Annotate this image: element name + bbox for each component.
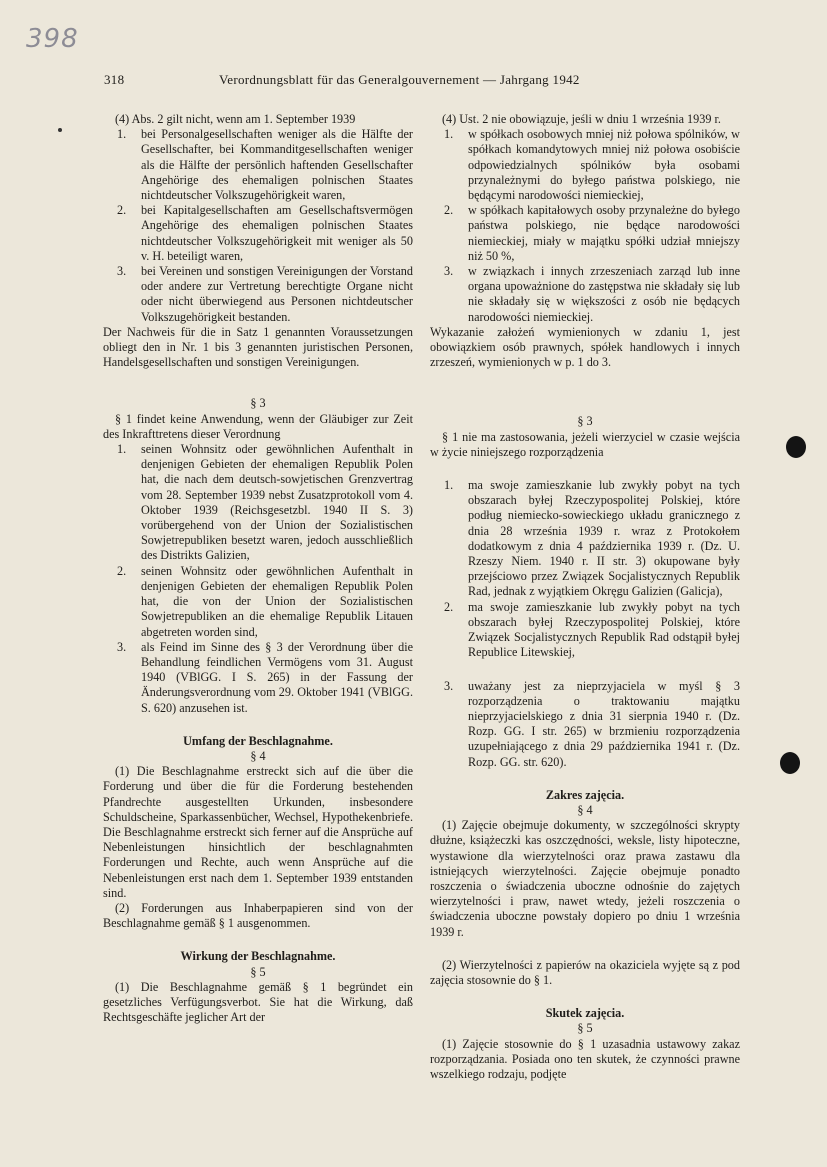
page-number: 318 — [104, 72, 125, 87]
list-item — [103, 442, 413, 564]
section-4-paragraph-1: (1) Zajęcie obejmuje dokumenty, w szczególności skrypty dłużne, książeczki kas oszczędności, weksle, listy hipoteczne, wystawione dla wierzytelności oraz prawa zastawu dla istniejących wierzytelności. Zajęcie obejmuje ponadto roszczenia o świadczenia uboczne odnośnie do zajętych wierzytelności i praw, nawet wtedy, jeżeli roszczenia o świadczenia uboczne powstały dopiero po dniu 1 września 1939 r. — [430, 818, 740, 939]
list-item-number: 1. — [117, 442, 127, 457]
ink-speck — [58, 128, 62, 132]
paragraph-4-intro: (4) Abs. 2 gilt nicht, wenn am 1. September 1939 — [115, 112, 356, 126]
list-item — [430, 127, 740, 203]
list-item-number: 3. — [117, 639, 127, 654]
list-item-number: 3. — [117, 264, 127, 279]
section-4-paragraph-1: (1) Die Beschlagnahme erstreckt sich auf die über die Forderung und über die für die Forderung bestehenden Pfandrechte ausgestellten Urkunden, insbesondere Schuldscheine, Sparkassenbücher, Wechsel, Hypothekenbriefe. Die Beschlagnahme erstreckt sich ferner auf die Ansprüche auf Nebenleistungen hinsichtlich der beschlagnahmten Forderungen und Rechte, auch wenn Ansprüche auf die Nebenleistungen erst nach dem 1. September 1939 entstanden sind. — [103, 764, 413, 900]
list-item — [103, 127, 413, 203]
list-item-text: w spółkach osobowych mniej niż połowa spólników, w spółkach komandytowych mniej niż połowa osobiście odpowiedzialnych spólników była osobami przynależnymi do byłego państwa polskiego, nie będącymi narodowości niemieckiej, — [468, 127, 740, 203]
section-5-heading: § 5 — [577, 1021, 593, 1036]
list-item-text: w związkach i innych zrzeszeniach zarząd lub inne organa upoważnione do zastępstwa nie składały się lub nie składały się w większości z osób nie będących narodowości niemieckiej. — [468, 264, 740, 324]
list-item-text: als Feind im Sinne des § 3 der Verordnung über die Behandlung feindlichen Vermögens vom 31. August 1940 (VBlGG. I S. 265) in der Fassung der Änderungsverordnung vom 29. Oktober 1941 (VBlGG. S. 620) anzusehen ist. — [141, 639, 413, 715]
paragraph-4-closing: Der Nachweis für die in Satz 1 genannten Voraussetzungen obliegt den in Nr. 1 bis 3 genannten juristischen Personen, Handelsgesellschaften und sonstigen Vereinigungen. — [103, 324, 413, 370]
list-item-text: seinen Wohnsitz oder gewöhnlichen Aufenthalt in denjenigen Gebieten der ehemaligen Republik Polen hat, die nach dem deutsch-sowjetischen Grenzvertrag vom 28. September 1939 nebst Zusatzprotokoll vom 4. Oktober 1939 (Reichsgesetzbl. 1940 II S. 3) vorübergehend von der Union der Sozialistischen Sowjetrepubliken besetzt waren, jedoch ausschließlich des Distrikts Galizien, — [141, 442, 413, 563]
section-5-title: Skutek zajęcia. — [545, 1006, 625, 1021]
list-item-number: 2. — [444, 203, 454, 218]
handwritten-page-note: 398 — [26, 24, 79, 54]
list-item-number: 1. — [444, 127, 454, 142]
section-3-intro: § 1 nie ma zastosowania, jeżeli wierzyciel w czasie wejścia w życie niniejszego rozporządzenia — [430, 429, 740, 459]
list-item — [430, 600, 740, 661]
list-item-text: bei Vereinen und sonstigen Vereinigungen der Vorstand oder andere zur Vertretung berechtigte Organe nicht oder nicht überwiegend aus Personen nichtdeutscher Volkszugehörigkeit bestanden. — [141, 264, 413, 324]
punch-hole-mark — [786, 436, 806, 458]
list-item-number: 1. — [444, 478, 454, 493]
section-4-title: Umfang der Beschlagnahme. — [183, 733, 333, 748]
list-item-number: 3. — [444, 264, 454, 279]
section-4-paragraph-2: (2) Wierzytelności z papierów na okaziciela wyjęte są z pod zajęcia stosownie do § 1. — [430, 957, 740, 987]
list-item-number: 2. — [117, 203, 127, 218]
section-3-heading: § 3 — [577, 414, 593, 429]
list-item-number: 1. — [117, 127, 127, 142]
section-4-heading: § 4 — [577, 802, 593, 817]
list-item — [430, 264, 740, 325]
polish-column — [430, 112, 740, 1082]
publication-title: Verordnungsblatt für das Generalgouvernement — Jahrgang 1942 — [219, 72, 580, 87]
list-item-text: w spółkach kapitałowych osoby przynależne do byłego państwa polskiego, nie będące narodowości niemieckiej, miały w majątku spółki udział mniejszy niż 50 %, — [468, 203, 740, 263]
section-3-heading: § 3 — [250, 396, 266, 411]
section-5-paragraph-1: (1) Die Beschlagnahme gemäß § 1 begründet ein gesetzliches Verfügungsverbot. Sie hat die Wirkung, daß Rechtsgeschäfte jeglicher Art der — [103, 979, 413, 1025]
german-column — [103, 112, 413, 1025]
list-item — [103, 564, 413, 640]
list-item — [103, 640, 413, 716]
punch-hole-mark — [780, 752, 800, 774]
section-5-paragraph-1: (1) Zajęcie stosownie do § 1 uzasadnia ustawowy zakaz rozporządzania. Posiada ono ten skutek, że czynności prawne wszelkiego rodzaju, podjęte — [430, 1036, 740, 1081]
list-item — [103, 203, 413, 264]
paragraph-4-closing: Wykazanie założeń wymienionych w zdaniu 1, jest obowiązkiem osób prawnych, spółek handlowych i innych zrzeszeń, wymienionych w p. 1 do 3. — [430, 324, 740, 370]
section-4-title: Zakres zajęcia. — [545, 787, 625, 802]
list-item-text: bei Personalgesellschaften weniger als die Hälfte der Gesellschafter, bei Kommanditgesellschaften weniger als die Hälfte der persönlich haftenden Gesellschafter Angehörige des ehemaligen polnischen Staates nichtdeutscher Volkszugehörigkeit waren, — [141, 127, 413, 203]
list-item — [430, 478, 740, 600]
list-item-text: ma swoje zamieszkanie lub zwykły pobyt na tych obszarach byłej Rzeczypospolitej Polskiej, które podług niemiecko-sowieckiego układu granicznego z dnia 28 września 1939 r. wraz z Protokołem dodatkowym z dnia 4 października 1939 r. (Dz. U. Rzeszy Niem. 1940 r. II str. 3) okupowane były przejściowo przez Związek Socjalistycznych Republik Rad, jednak z wyjątkiem Okręgu Galizien (Galicja), — [468, 478, 740, 599]
section-5-title: Wirkung der Beschlagnahme. — [180, 949, 336, 964]
section-4-heading: § 4 — [250, 748, 266, 763]
list-item-text: bei Kapitalgesellschaften am Gesellschaftsvermögen Angehörige des ehemaligen polnischen Staates nichtdeutscher Volkszugehörigkeit mit weniger als 50 v. H. beteiligt waren, — [141, 203, 413, 263]
list-item — [430, 679, 740, 770]
list-item-number: 2. — [117, 563, 127, 578]
list-item-text: ma swoje zamieszkanie lub zwykły pobyt na tych obszarach byłej Rzeczypospolitej Polskiej, które Związek Socjalistycznych Republik Rad odstąpił byłej Republice Litewskiej, — [468, 599, 740, 660]
list-item-number: 2. — [444, 599, 454, 614]
section-4-paragraph-2: (2) Forderungen aus Inhaberpapieren sind von der Beschlagnahme gemäß § 1 ausgenommen. — [103, 900, 413, 931]
paragraph-4-intro: (4) Ust. 2 nie obowiązuje, jeśli w dniu 1 września 1939 r. — [442, 112, 721, 126]
list-item — [103, 264, 413, 325]
section-5-heading: § 5 — [250, 964, 266, 979]
section-3-intro: § 1 findet keine Anwendung, wenn der Gläubiger zur Zeit des Inkrafttretens dieser Verordnung — [103, 411, 413, 441]
list-item — [430, 203, 740, 264]
list-item-number: 3. — [444, 678, 454, 693]
list-item-text: uważany jest za nieprzyjaciela w myśl § 3 rozporządzenia o traktowaniu majątku nieprzyjacielskiego z dnia 31 sierpnia 1940 r. (Dz. Rozp. GG. I str. 265) w brzmieniu rozporządzenia uzupełniającego z dnia 29 października 1941 r. (Dz. Rozp. GG. str. 620). — [468, 678, 740, 769]
list-item-text: seinen Wohnsitz oder gewöhnlichen Aufenthalt in denjenigen Gebieten der ehemaligen Republik Polen hat, die von der Union der Sozialistischen Sowjetrepubliken an die ehemalige Republik Litauen abgetreten worden sind, — [141, 563, 413, 639]
